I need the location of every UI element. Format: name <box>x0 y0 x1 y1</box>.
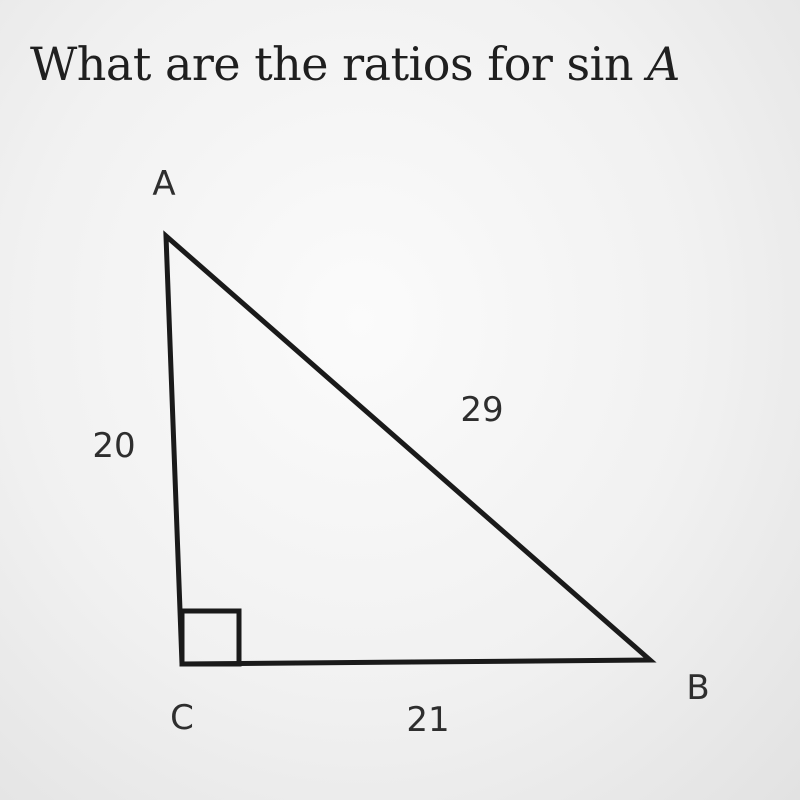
side-label-ac: 20 <box>92 426 136 466</box>
question-variable: A <box>647 37 680 91</box>
vertex-label-a: A <box>152 164 176 204</box>
side-label-ab: 29 <box>460 390 504 430</box>
vertex-label-b: B <box>686 668 710 708</box>
side-label-cb: 21 <box>406 700 450 740</box>
question-prefix: What are the ratios for sin <box>30 37 633 91</box>
vertex-label-c: C <box>170 698 194 738</box>
right-angle-marker <box>182 611 239 664</box>
triangle-outline <box>166 236 650 664</box>
